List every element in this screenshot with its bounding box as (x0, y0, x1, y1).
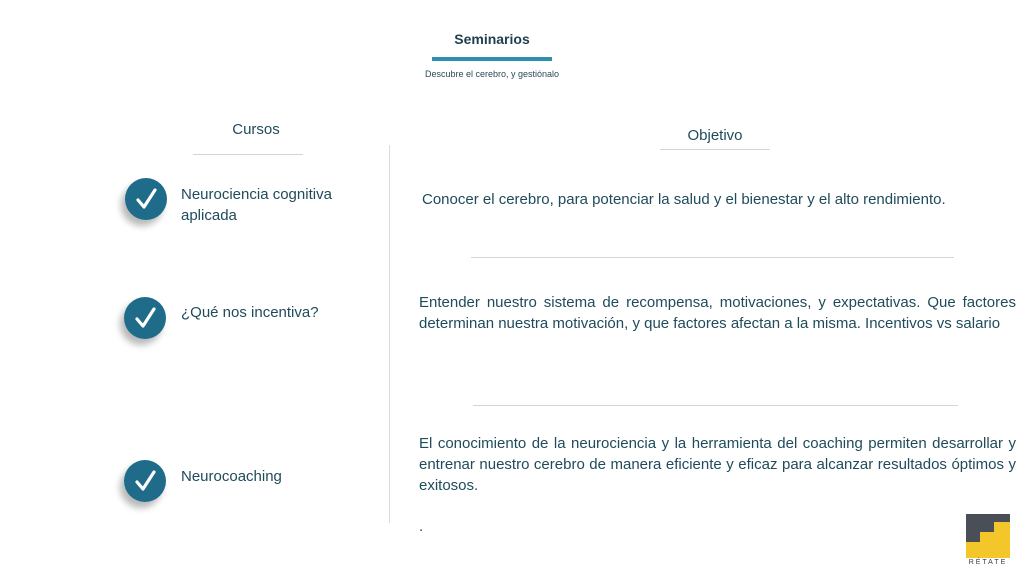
objective-heading-divider (660, 149, 770, 150)
objective-text-1: Conocer el cerebro, para potenciar la salud y el bienestar y el alto rendimiento. (422, 191, 946, 208)
objective-divider (471, 257, 954, 258)
page-subtitle: Descubre el cerebro, y gestiónalo (424, 69, 560, 79)
course-item-neurociencia: Neurociencia cognitiva aplicada (181, 186, 332, 224)
logo-text: RÉTATE (968, 559, 1008, 566)
trailing-mark: . (419, 518, 424, 535)
course-item-incentiva: ¿Qué nos incentiva? (181, 304, 319, 321)
check-icon (125, 178, 167, 220)
objective-heading: Objetivo (687, 127, 743, 144)
courses-heading-divider (193, 154, 303, 155)
objective-divider (473, 405, 958, 406)
objective-text-3: El conocimiento de la neurociencia y la herramienta del coaching permiten desarrollar y entrenar nuestro cerebro de manera eficiente y eficaz para alcanzar resultados óptimos y exitosos. (419, 435, 1016, 494)
course-item-neurocoaching: Neurocoaching (181, 468, 282, 485)
objective-text-2: Entender nuestro sistema de recompensa, motivaciones, y expectativas. Que factores determinan nuestra motivación, y que factores afectan a la misma. Incentivos vs salario (419, 294, 1016, 332)
check-icon (124, 297, 166, 339)
retate-logo (966, 514, 1010, 558)
column-divider (389, 145, 390, 523)
page-title: Seminarios (454, 31, 530, 47)
check-icon (124, 460, 166, 502)
courses-heading: Cursos (232, 121, 280, 138)
title-underline (432, 57, 552, 61)
